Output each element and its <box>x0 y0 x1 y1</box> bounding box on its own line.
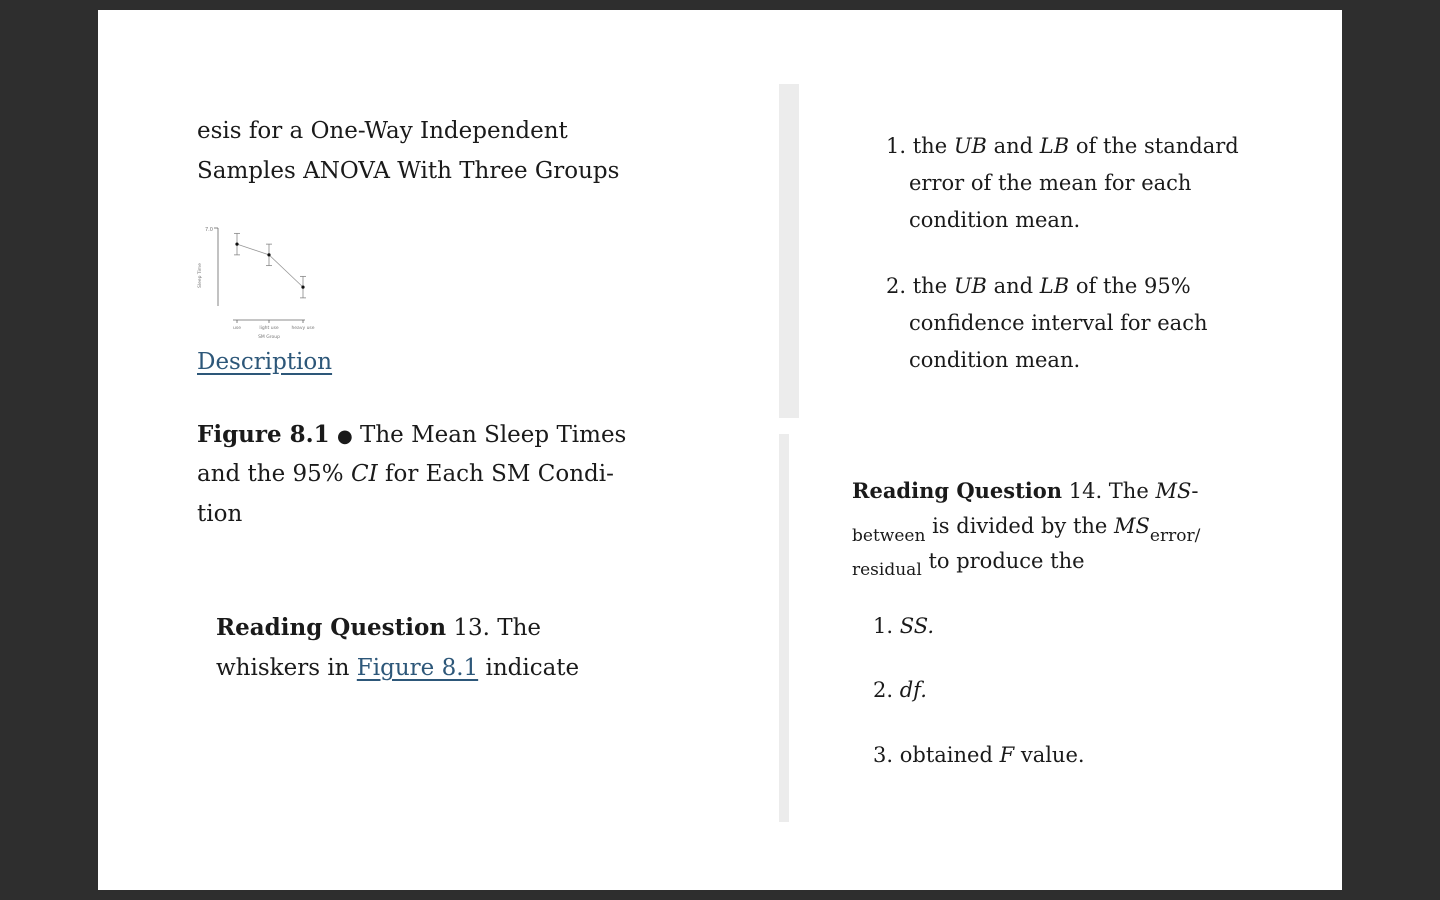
answer-item-1-line-2: error of the mean for each <box>909 171 1192 195</box>
y-axis-label: Sleep Time <box>198 263 203 288</box>
list-number: 2. <box>886 274 907 298</box>
answer-bar-lower <box>779 434 789 822</box>
option-text: obtained <box>899 743 1000 767</box>
rq-subscript: residual <box>852 560 922 580</box>
data-point <box>301 286 304 289</box>
rq-text: is divided by the <box>925 514 1115 538</box>
mean-sleep-chart <box>197 224 322 340</box>
rq-text: 14. The <box>1062 479 1156 503</box>
figure-8-1-link[interactable]: Figure 8.1 <box>356 655 479 681</box>
rq-text: whiskers in <box>216 655 357 681</box>
answer-item-1-line-3: condition mean. <box>909 208 1081 232</box>
list-number: 1. <box>886 134 907 158</box>
data-point <box>267 253 270 256</box>
x-axis-title: SM Group <box>258 335 280 340</box>
option-f: F <box>999 743 1015 767</box>
caption-ci: CI <box>350 461 378 487</box>
option-text: value. <box>1014 743 1085 767</box>
item-lb: LB <box>1039 274 1070 298</box>
item-text: and <box>986 134 1040 158</box>
rq-text: indicate <box>478 655 580 681</box>
answer-bar-upper <box>779 84 799 418</box>
caption-text: and the 95% <box>197 461 351 487</box>
item-text: and <box>986 274 1040 298</box>
caption-text: for Each SM Condi- <box>377 461 614 487</box>
list-number: 3. <box>873 743 894 767</box>
section-heading-line-1: esis for a One-Way Independent <box>197 118 568 144</box>
rq-text: to produce the <box>921 549 1085 573</box>
option-text: df. <box>899 678 927 702</box>
rq-text: - <box>1191 479 1199 503</box>
option-3[interactable] <box>873 737 1085 774</box>
list-number: 1. <box>873 614 894 638</box>
list-number: 2. <box>873 678 894 702</box>
figure-8-1-thumbnail[interactable] <box>197 224 322 340</box>
rq-subscript: error/ <box>1149 526 1201 546</box>
rq-subscript: between <box>852 526 926 546</box>
item-text: the <box>912 274 954 298</box>
answer-item-2-line-1 <box>886 268 1191 305</box>
answer-item-2-line-2: confidence interval for each <box>909 311 1208 335</box>
figure-caption-line-2 <box>197 454 614 494</box>
bullet-icon: ● <box>336 426 353 447</box>
item-text: of the standard <box>1069 134 1239 158</box>
reading-question-13-line-1 <box>216 608 541 648</box>
reading-question-14-line-3 <box>852 543 1085 582</box>
reading-question-14-line-1 <box>852 472 1198 510</box>
rq-text: 13. The <box>446 615 542 641</box>
item-text: of the 95% <box>1069 274 1191 298</box>
reading-question-13-line-2 <box>216 648 579 688</box>
reading-question-14-line-2 <box>852 508 1200 547</box>
description-link[interactable]: Description <box>197 349 333 375</box>
item-ub: UB <box>953 274 987 298</box>
x-tick-label: heavy use <box>291 326 315 331</box>
answer-item-1-line-1 <box>886 128 1239 165</box>
answer-item-2-line-3: condition mean. <box>909 348 1081 372</box>
y-tick-label: 7.0 <box>205 227 213 233</box>
figure-caption-line-3: tion <box>197 501 243 527</box>
option-2[interactable] <box>873 672 927 709</box>
item-text: the <box>912 134 954 158</box>
item-lb: LB <box>1039 134 1070 158</box>
rq-label: Reading Question <box>852 478 1063 503</box>
ebook-page <box>98 10 1342 890</box>
x-tick-label: light use <box>259 326 279 331</box>
figure-label: Figure 8.1 <box>197 421 330 448</box>
rq-ms: MS <box>1114 514 1150 538</box>
figure-caption-line-1 <box>197 415 626 457</box>
rq-ms: MS <box>1155 479 1192 503</box>
item-ub: UB <box>953 134 987 158</box>
option-text: SS. <box>899 614 935 638</box>
option-1[interactable] <box>873 608 934 645</box>
data-point <box>235 243 238 246</box>
section-heading-line-2: Samples ANOVA With Three Groups <box>197 158 620 184</box>
rq-label: Reading Question <box>216 614 447 641</box>
caption-text: The Mean Sleep Times <box>360 422 627 448</box>
x-tick-label: use <box>233 326 241 331</box>
